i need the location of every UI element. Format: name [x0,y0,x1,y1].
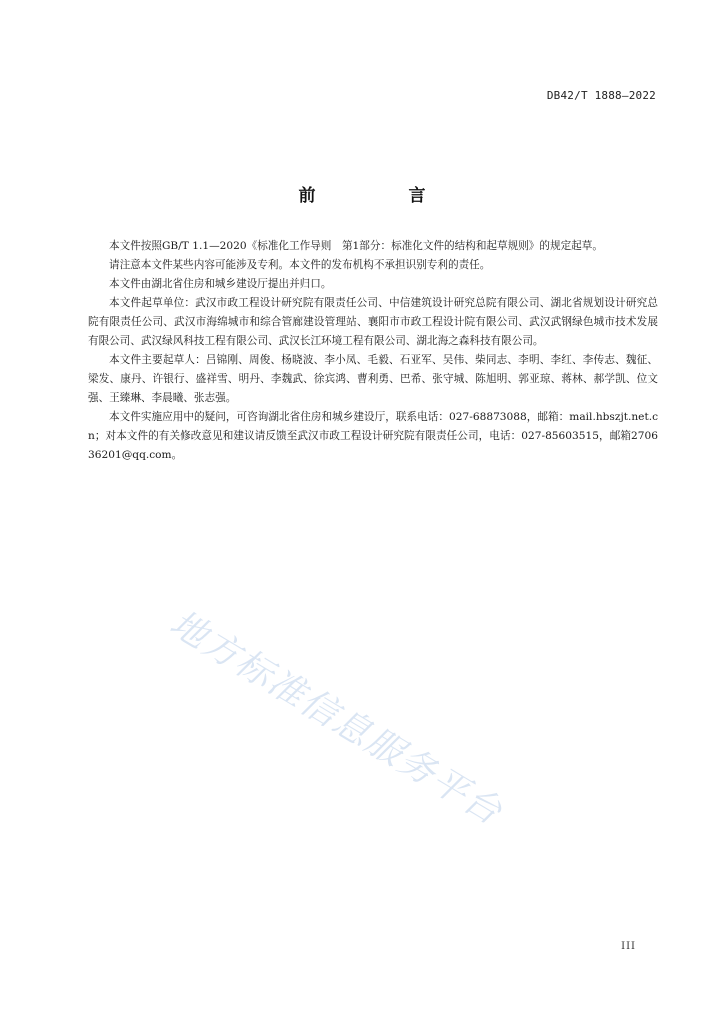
paragraph-contact: 本文件实施应用中的疑问，可咨询湖北省住房和城乡建设厅，联系电话：027-68873088，邮箱：mail.hbszjt.net.cn；对本文件的有关修改意见和建议请反馈至武汉市政工程设计研究院有限责任公司，电话：027-85603515，邮箱270636201@qq.com。 [88,411,658,461]
paragraph-drafters: 本文件主要起草人：吕锦刚、周俊、杨晓波、李小凤、毛毅、石亚军、吴伟、柴同志、李明、李红、李传志、魏征、梁发、康丹、许银行、盛祥雪、明丹、李魏武、徐宾鸿、曹利勇、巴希、张守城、陈旭明、郭亚琼、蒋林、郝学凯、位文强、王臻琳、李晨曦、张志强。 [88,354,658,404]
watermark: 地方标准信息服务平台 [162,602,510,834]
paragraph-drafting-units: 本文件起草单位：武汉市政工程设计研究院有限责任公司、中信建筑设计研究总院有限公司、湖北省规划设计研究总院有限责任公司、武汉市海绵城市和综合管廊建设管理站、襄阳市市政工程设计院有限公司、武汉武钢绿色城市技术发展有限公司、武汉绿风科技工程有限公司、武汉长江环境工程有限公司、湖北海之森科技有限公司。 [88,297,658,347]
paragraph-drafting-rules: 本文件按照GB/T 1.1—2020《标准化工作导则 第1部分：标准化文件的结构和起草规则》的规定起草。 [109,240,603,252]
paragraph-patent-notice: 请注意本文件某些内容可能涉及专利。本文件的发布机构不承担识别专利的责任。 [109,259,491,271]
foreword-body [88,237,658,465]
paragraph-proposer: 本文件由湖北省住房和城乡建设厅提出并归口。 [109,278,332,290]
page-number: III [621,941,636,952]
standard-code: DB42/T 1888—2022 [546,89,656,102]
page-title: 前 言 [298,186,464,206]
